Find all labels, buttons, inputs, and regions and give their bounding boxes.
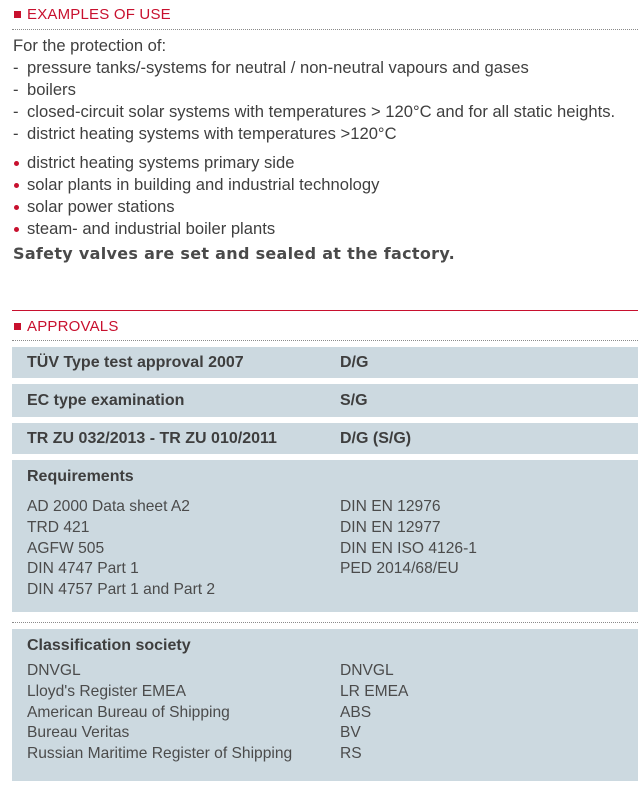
list-item: - pressure tanks/-systems for neutral / non-neutral vapours and gases bbox=[13, 58, 529, 77]
approvals-title-text: APPROVALS bbox=[27, 317, 119, 335]
red-dot-icon bbox=[13, 174, 27, 196]
approval-row bbox=[12, 347, 638, 378]
list-item: - boilers bbox=[13, 80, 76, 99]
list-item: DIN EN 12976 bbox=[340, 498, 441, 515]
examples-section-title bbox=[14, 0, 642, 23]
approval-label: TR ZU 032/2013 - TR ZU 010/2011 bbox=[27, 429, 277, 447]
dash-marker: - bbox=[13, 80, 19, 99]
approval-label: EC type examination bbox=[27, 391, 185, 409]
list-item: ABS bbox=[340, 703, 372, 721]
dash-marker: - bbox=[13, 102, 19, 121]
approval-label: TÜV Type test approval 2007 bbox=[27, 353, 244, 371]
classification-right-column bbox=[340, 661, 638, 765]
list-item: Russian Maritime Register of Shipping bbox=[27, 745, 293, 763]
bullet-list bbox=[13, 152, 642, 240]
approvals-section-title bbox=[14, 311, 642, 335]
safety-note: Safety valves are set and sealed at the factory. bbox=[13, 244, 456, 263]
approval-value: D/G (S/G) bbox=[340, 429, 412, 447]
dash-list bbox=[13, 57, 642, 145]
classification-heading: Classification society bbox=[27, 637, 191, 654]
classification-box bbox=[12, 629, 638, 781]
dash-marker: - bbox=[13, 124, 19, 143]
list-item: DNVGL bbox=[340, 662, 394, 679]
dash-marker: - bbox=[13, 58, 19, 77]
requirements-right-column bbox=[340, 497, 638, 601]
list-item: - closed-circuit solar systems with temperatures > 120°C and for all static heights. bbox=[13, 102, 616, 121]
list-item: TRD 421 bbox=[27, 518, 90, 536]
list-item: Lloyd's Register EMEA bbox=[27, 682, 186, 700]
approval-value: S/G bbox=[340, 391, 368, 409]
list-item: DIN EN ISO 4126-1 bbox=[340, 539, 477, 557]
requirements-left-column bbox=[12, 497, 340, 601]
list-item: Bureau Veritas bbox=[27, 724, 130, 742]
list-item: AD 2000 Data sheet A2 bbox=[27, 498, 190, 515]
list-item: BV bbox=[340, 724, 361, 742]
list-item: - district heating systems with temperatures >120°C bbox=[13, 124, 397, 143]
list-item: PED 2014/68/EU bbox=[340, 560, 459, 578]
requirements-box bbox=[12, 460, 638, 612]
list-item: American Bureau of Shipping bbox=[27, 703, 230, 721]
list-item: LR EMEA bbox=[340, 682, 409, 700]
list-item: solar power stations bbox=[13, 196, 642, 218]
square-bullet-icon bbox=[14, 323, 21, 330]
red-dot-icon bbox=[13, 196, 27, 218]
approval-row bbox=[12, 384, 638, 417]
classification-left-column bbox=[12, 661, 340, 765]
square-bullet-icon bbox=[14, 11, 21, 18]
red-dot-icon bbox=[13, 218, 27, 240]
list-item: DIN EN 12977 bbox=[340, 518, 441, 536]
examples-title-text: EXAMPLES OF USE bbox=[27, 5, 171, 23]
list-item: DIN 4747 Part 1 bbox=[27, 560, 139, 578]
red-dot-icon bbox=[13, 152, 27, 174]
list-item: steam- and industrial boiler plants bbox=[13, 218, 642, 240]
dotted-divider bbox=[12, 29, 638, 30]
approval-row bbox=[12, 423, 638, 454]
list-item: district heating systems primary side bbox=[13, 152, 642, 174]
requirements-heading: Requirements bbox=[27, 468, 134, 485]
list-item: DNVGL bbox=[27, 662, 81, 679]
approval-value: D/G bbox=[340, 353, 369, 371]
list-item: RS bbox=[340, 745, 362, 763]
list-item: solar plants in building and industrial technology bbox=[13, 174, 642, 196]
list-item: DIN 4757 Part 1 and Part 2 bbox=[27, 581, 216, 599]
list-item: AGFW 505 bbox=[27, 539, 105, 557]
examples-intro: For the protection of: bbox=[13, 36, 167, 55]
examples-body bbox=[13, 35, 642, 265]
